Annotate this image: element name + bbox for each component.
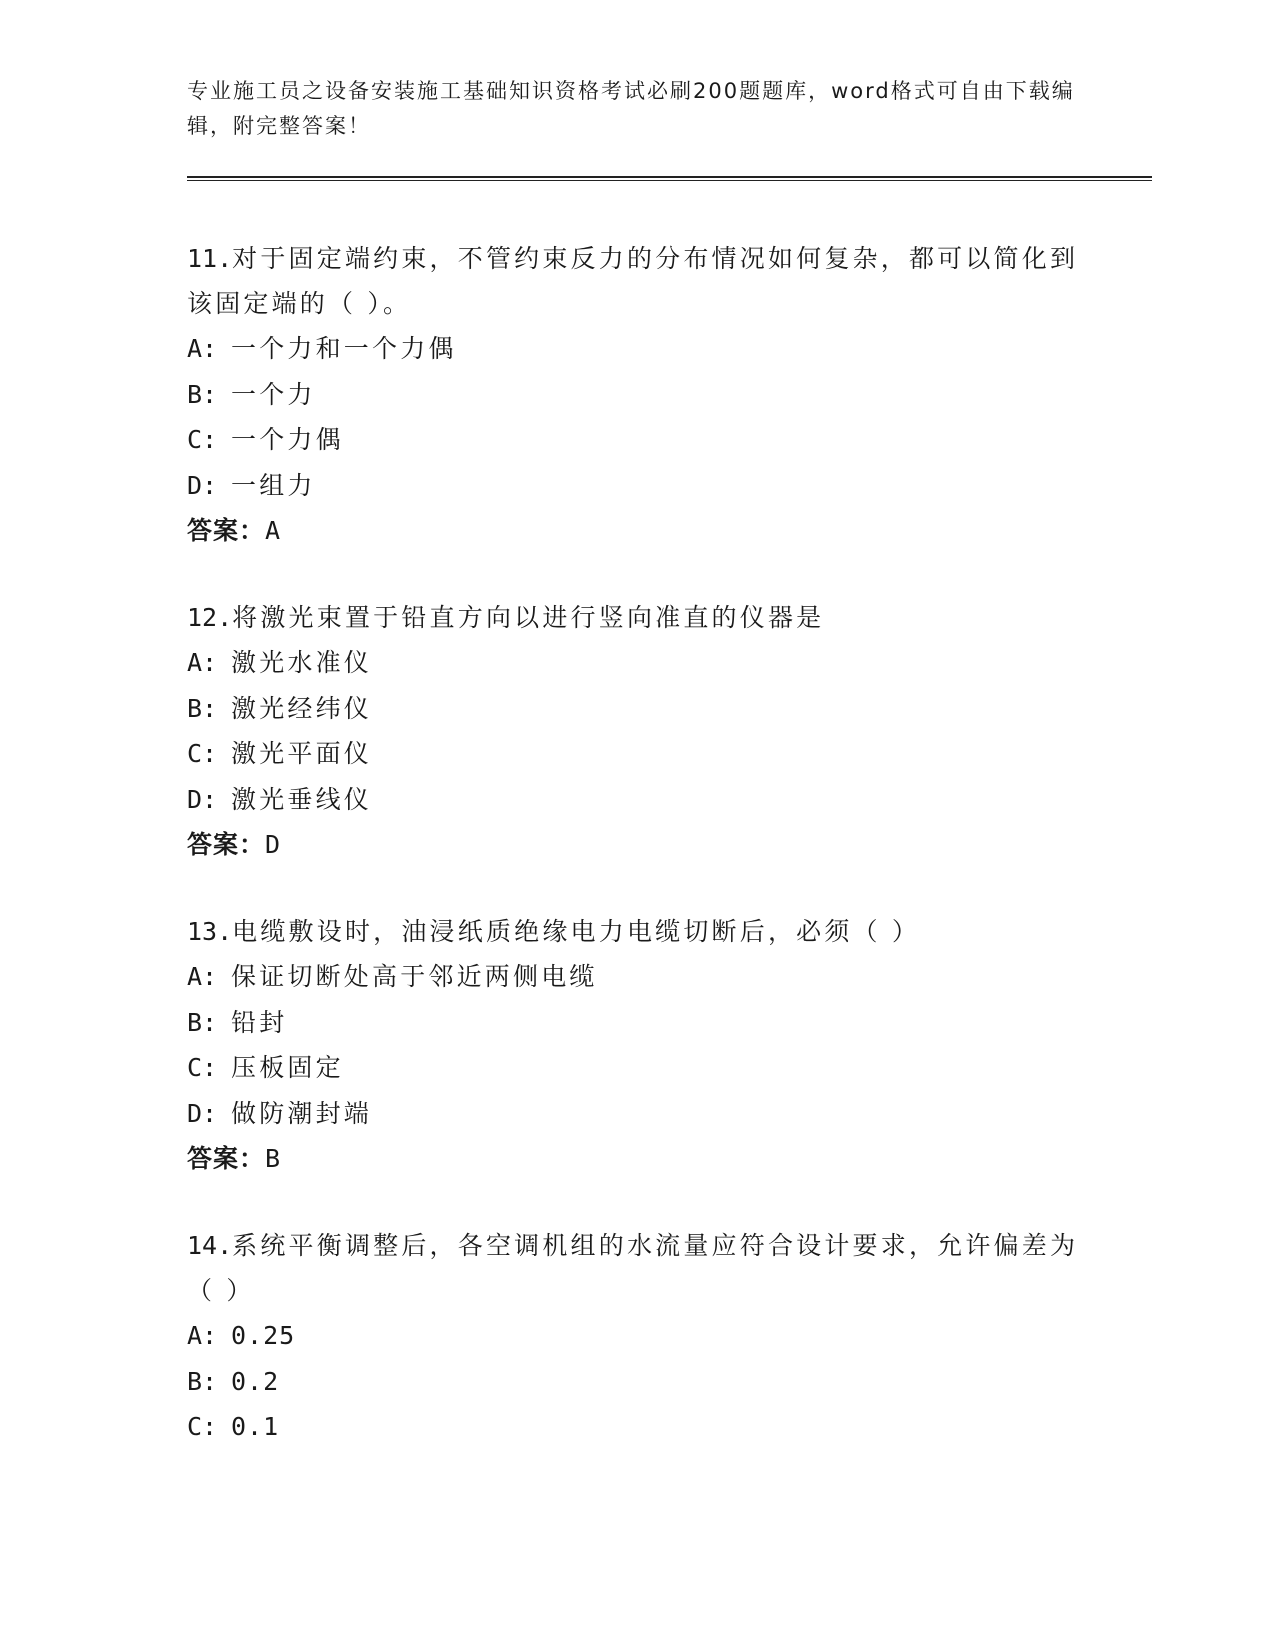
answer-value: D — [265, 830, 282, 859]
option-text: 一个力和一个力偶 — [231, 334, 457, 363]
question-stem — [187, 236, 1087, 326]
option-text: 0.25 — [231, 1321, 296, 1350]
answer-line — [187, 508, 1087, 553]
question-stem — [187, 595, 1087, 640]
question-number: 14. — [187, 1231, 233, 1260]
option-c — [187, 731, 1087, 777]
question-12 — [187, 595, 1087, 867]
option-letter: A: — [187, 334, 218, 363]
question-stem — [187, 1223, 1087, 1313]
option-a — [187, 954, 1087, 1000]
option-text: 激光垂线仪 — [231, 784, 373, 814]
question-text: 将激光束置于铅直方向以进行竖向准直的仪器是 — [232, 603, 825, 632]
option-a — [187, 640, 1087, 686]
answer-line — [187, 822, 1087, 867]
option-letter: B: — [187, 693, 218, 723]
option-letter: A: — [187, 648, 218, 677]
option-text: 做防潮封端 — [231, 1098, 373, 1128]
option-text: 0.2 — [231, 1366, 280, 1396]
question-13 — [187, 909, 1087, 1181]
option-text: 压板固定 — [231, 1053, 344, 1082]
option-letter: A: — [187, 962, 218, 991]
option-letter: B: — [187, 1007, 218, 1037]
option-letter: C: — [187, 739, 218, 768]
option-b — [187, 372, 1087, 418]
option-d — [187, 1091, 1087, 1137]
option-text: 一个力偶 — [231, 425, 344, 454]
option-d — [187, 777, 1087, 823]
answer-label: 答案： — [187, 516, 266, 545]
option-a — [187, 326, 1087, 372]
option-text: 激光平面仪 — [231, 739, 373, 768]
question-text: 对于固定端约束，不管约束反力的分布情况如何复杂，都可以简化到该固定端的（ ）。 — [187, 244, 1079, 318]
option-c — [187, 417, 1087, 463]
option-letter: B: — [187, 379, 218, 409]
question-14 — [187, 1223, 1087, 1450]
answer-label: 答案： — [187, 830, 266, 859]
option-b — [187, 686, 1087, 732]
document-header — [187, 74, 1087, 144]
option-letter: C: — [187, 1053, 218, 1082]
option-text: 一个力 — [231, 379, 316, 409]
option-letter: D: — [187, 784, 218, 814]
question-number: 12. — [187, 603, 233, 632]
option-text: 激光水准仪 — [231, 648, 373, 677]
question-text: 电缆敷设时，油浸纸质绝缘电力电缆切断后，必须（ ） — [232, 917, 921, 946]
option-letter: D: — [187, 470, 218, 500]
question-number: 13. — [187, 917, 233, 946]
option-text: 一组力 — [231, 470, 316, 500]
option-text: 激光经纬仪 — [231, 693, 373, 723]
option-text: 0.1 — [231, 1412, 280, 1441]
question-11 — [187, 236, 1087, 553]
option-d — [187, 463, 1087, 509]
answer-line — [187, 1136, 1087, 1181]
header-title: 专业施工员之设备安装施工基础知识资格考试必刷200题题库，word格式可自由下载编辑，附完整答案！ — [187, 79, 1075, 138]
option-letter: A: — [187, 1321, 218, 1350]
option-letter: C: — [187, 1412, 218, 1441]
answer-label: 答案： — [187, 1144, 266, 1173]
option-letter: D: — [187, 1098, 218, 1128]
header-divider — [187, 176, 1152, 181]
option-letter: C: — [187, 425, 218, 454]
question-number: 11. — [187, 244, 233, 273]
answer-value: B — [265, 1144, 282, 1173]
question-list — [187, 236, 1087, 1492]
option-text: 保证切断处高于邻近两侧电缆 — [231, 962, 598, 991]
question-text: 系统平衡调整后，各空调机组的水流量应符合设计要求，允许偏差为（ ） — [187, 1231, 1079, 1305]
option-b — [187, 1359, 1087, 1405]
answer-value: A — [265, 516, 282, 545]
option-c — [187, 1404, 1087, 1450]
option-a — [187, 1313, 1087, 1359]
option-c — [187, 1045, 1087, 1091]
option-b — [187, 1000, 1087, 1046]
question-stem — [187, 909, 1087, 954]
option-letter: B: — [187, 1366, 218, 1396]
option-text: 铅封 — [231, 1007, 288, 1037]
